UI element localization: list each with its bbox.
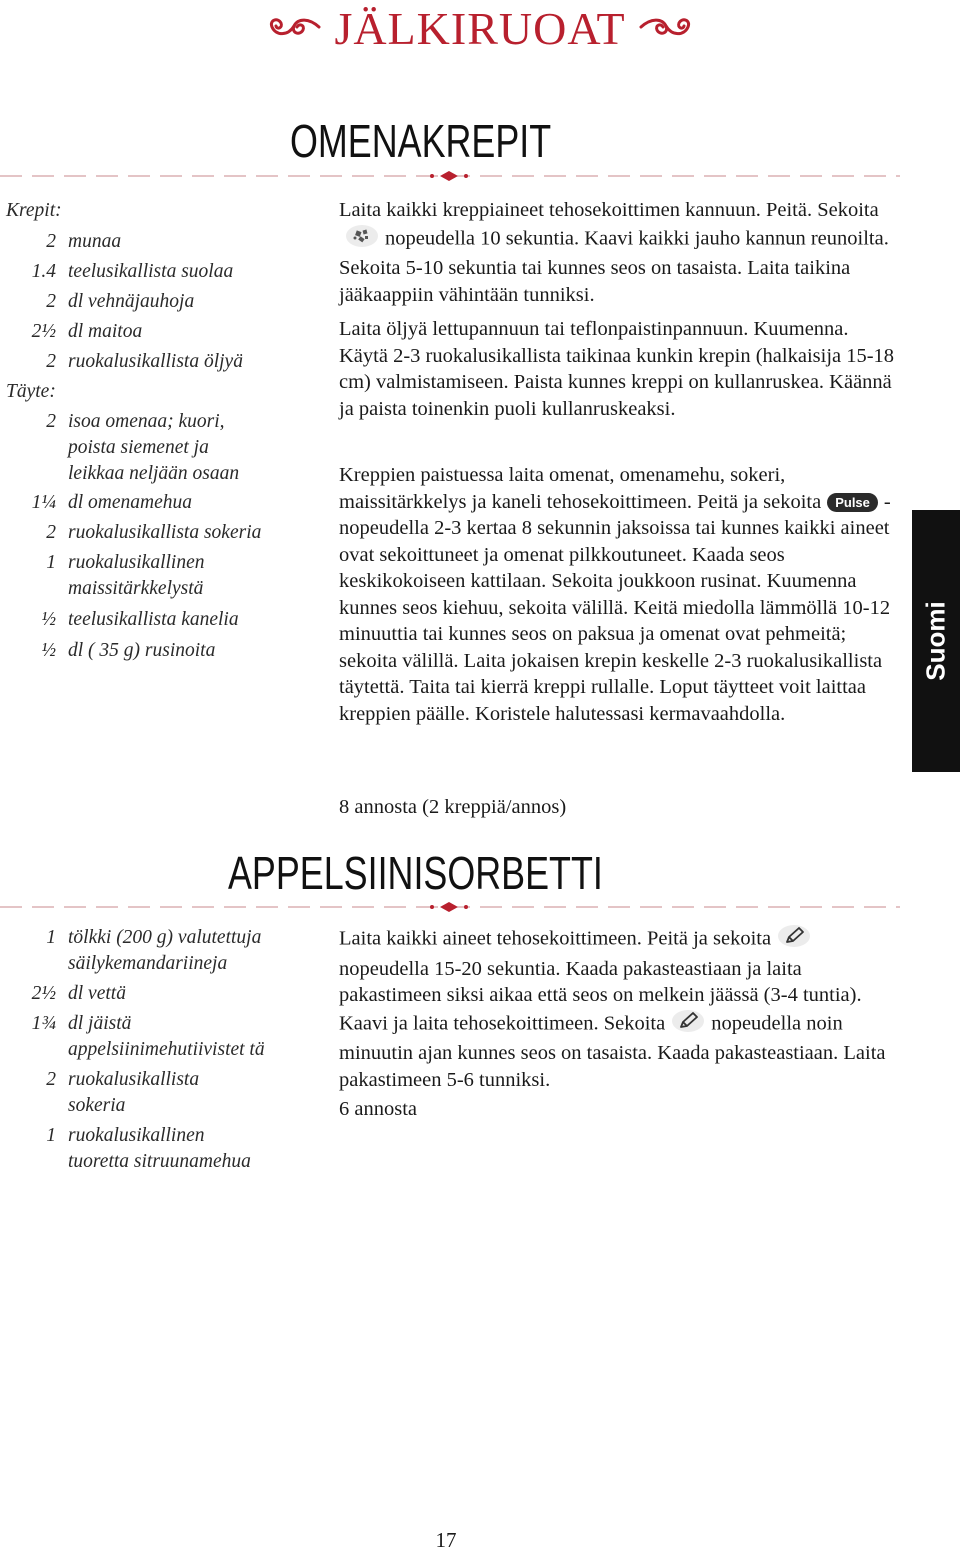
ingredient-text: dl maitoa [68, 321, 143, 342]
instruction-paragraph [339, 197, 899, 308]
instruction-text: Laita kaikki kreppiaineet tehosekoittimen kannuun. Peitä. Sekoita [339, 199, 879, 221]
ingredient-text: ruokalusikallista sokeria [68, 522, 262, 543]
ingredients-omenakrepit [0, 198, 300, 678]
ingredient-text: dl omenamehua [68, 492, 193, 513]
ingredient-text: ruokalusikallinen maissitärkkelystä [68, 552, 205, 599]
ingredient-qty: 2½ [31, 321, 56, 342]
ingredient-text: dl vettä [68, 983, 126, 1004]
instruction-text: Kreppien paistuessa laita omenat, omenamehu, sokeri, maissitärkkelys ja kaneli tehosekoittimeen. Peitä ja sekoita [339, 464, 822, 513]
title-divider [0, 899, 900, 915]
ingredient-text: isoa omenaa; kuori, poista siemenet ja leikkaa neljään osaan [68, 411, 240, 484]
ingredient-text: ruokalusikallinen tuoretta sitruunamehua [68, 1125, 251, 1172]
ingredient-qty: 2 [46, 522, 56, 543]
left-flourish-icon [264, 12, 322, 47]
ingredient-text: tölkki (200 g) valutettuja säilykemandariineja [68, 927, 262, 974]
ingredient-text: munaa [68, 231, 122, 252]
ice-crush-icon [345, 224, 379, 256]
right-flourish-icon [638, 12, 696, 47]
instruction-paragraph [339, 462, 899, 727]
ingredient-text: dl jäistä appelsiinimehutiivistet tä [68, 1013, 265, 1060]
ingredient-text: ruokalusikallista sokeria [68, 1069, 200, 1116]
ingredient-qty: 2 [46, 351, 56, 372]
ingredient-qty: 2½ [31, 983, 56, 1004]
ingredient-qty: 2 [46, 291, 56, 312]
servings: 8 annosta (2 kreppiä/annos) [339, 796, 567, 818]
ingredient-text: ruokalusikallista öljyä [68, 351, 243, 372]
ingredient-qty: 1 [46, 927, 56, 948]
ingredient-text: dl vehnäjauhoja [68, 291, 195, 312]
language-tab-label: Suomi [920, 601, 951, 681]
instruction-text: nopeudella noin minuutin ajan kunnes seos on tasaista. Kaada pakasteastiaan. Laita pakastimeen 5-6 tunniksi. [339, 1011, 886, 1091]
ingredient-qty: ½ [41, 640, 56, 661]
page-number: 17 [435, 1528, 457, 1552]
ingredient-text: teelusikallista suolaa [68, 261, 234, 282]
pulse-button-label: Pulse [827, 493, 878, 512]
instruction-paragraph: Laita öljyä lettupannuun tai teflonpaistinpannuun. Kuumenna. Käytä 2-3 ruokalusikallista taikinaa kunkin krepin (halkaisija 15-18 cm) valmistamiseen. Paista kunnes kreppi on kullanruskea. Käännä ja paista toinenkin puoli kullanruskeaksi. [339, 318, 895, 420]
recipe-title-omenakrepit: OMENAKREPIT [290, 115, 552, 167]
ingredient-qty: 1 [46, 1125, 56, 1146]
ice-pencil-icon [777, 924, 811, 956]
instruction-text: Laita kaikki aineet tehosekoittimeen. Peitä ja sekoita [339, 927, 772, 950]
ingredient-text: teelusikallista kanelia [68, 609, 239, 630]
instruction-text: nopeudella 15-20 sekuntia. Kaada pakasteastiaan ja laita pakastimeen siksi aikaa että seos on melkein jäässä (3-4 tuntia). Kaavi ja laita tehosekoittimeen. Sekoita [339, 957, 862, 1034]
ingredients-appelsiinisorbetti [0, 925, 300, 1185]
instruction-text: -nopeudella 2-3 kertaa 8 sekunnin jaksoissa tai kunnes kaikki aineet ovat sekoittuneet ja omenat pilkkoutuneet. Kaada seos keskikokoiseen kattilaan. Sekoita joukkoon rusinat. Kuumenna kunnes seos kiehuu, sekoita välillä. Keitä miedolla lämmöllä 10-12 minuuttia tai kunnes seos on paksua ja omenat ovat pehmeitä; sekoita välillä. Laita jokaisen krepin keskelle 2-3 ruokalusikallista täytettä. Taita tai kierrä kreppi rullalle. Loput täytteet voit laittaa kreppien päälle. Koristele halutessasi kermavaahdolla. [339, 490, 891, 725]
recipe-title-appelsiinisorbetti: APPELSIINISORBETTI [228, 847, 603, 899]
ingredient-qty: 1¾ [31, 1013, 56, 1034]
ice-pencil-icon [671, 1009, 705, 1041]
ingredient-qty: ½ [41, 609, 56, 630]
group-label: Krepit: [6, 200, 62, 221]
group-label: Täyte: [6, 381, 56, 402]
ingredient-qty: 1.4 [31, 261, 56, 282]
section-title: JÄLKIRUOAT [334, 3, 626, 54]
section-header [0, 2, 960, 56]
servings: 6 annosta [339, 1098, 417, 1120]
ingredient-qty: 1 [46, 552, 56, 573]
title-divider [0, 168, 900, 184]
language-tab [912, 510, 960, 772]
instruction-text: nopeudella 10 sekuntia. Kaavi kaikki jauho kannun reunoilta. Sekoita 5-10 sekuntia tai kunnes seos on tasaista. Laita taikina jääkaappiin vähintään tunniksi. [339, 226, 889, 306]
ingredient-qty: 2 [46, 411, 56, 432]
ingredient-qty: 2 [46, 1069, 56, 1090]
ingredient-qty: 1¼ [31, 492, 56, 513]
instruction-paragraph [339, 924, 899, 1093]
ingredient-text: dl ( 35 g) rusinoita [68, 640, 216, 661]
ingredient-qty: 2 [46, 231, 56, 252]
